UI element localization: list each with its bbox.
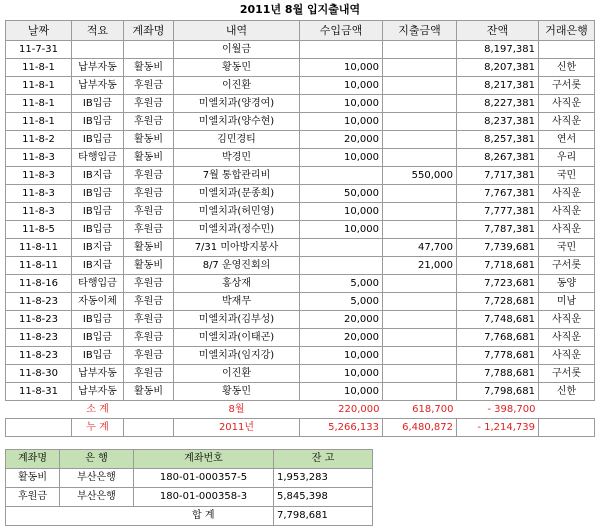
- cell-summary: IB지급: [72, 257, 124, 275]
- ledger-row: [6, 239, 595, 257]
- cell-bank: 신한: [539, 383, 595, 401]
- cell-income: [300, 41, 383, 59]
- cell-detail: 이월금: [174, 41, 300, 59]
- cell-bank: 사직운: [539, 329, 595, 347]
- cell-summary: 납부자동: [72, 77, 124, 95]
- cell-date: 11-8-3: [6, 203, 72, 221]
- ledger-row: [6, 329, 595, 347]
- cell-balance: 7,748,681: [457, 311, 539, 329]
- cell-date: 11-8-3: [6, 149, 72, 167]
- cell-summary: IB입금: [72, 329, 124, 347]
- cell-account: 활동비: [124, 239, 174, 257]
- cell-expense: [383, 293, 457, 311]
- subtotal-period: 8월: [174, 401, 300, 419]
- subtotal-balance: - 398,700: [457, 401, 539, 419]
- cell-date: 11-8-1: [6, 77, 72, 95]
- cell-balance: 7,767,381: [457, 185, 539, 203]
- ledger-row: [6, 131, 595, 149]
- cell-summary: 납부자동: [72, 59, 124, 77]
- cell-summary: IB입금: [72, 347, 124, 365]
- cell-expense: [383, 149, 457, 167]
- ledger-row: [6, 113, 595, 131]
- acct-header-balance: 잔 고: [274, 450, 373, 469]
- cell-date: 11-8-1: [6, 113, 72, 131]
- header-summary: 적요: [72, 21, 124, 41]
- cell-date: 11-8-11: [6, 257, 72, 275]
- cell-balance: 7,788,681: [457, 365, 539, 383]
- cell-summary: 타행입금: [72, 275, 124, 293]
- total-row: [6, 419, 595, 437]
- cell-balance: 8,217,381: [457, 77, 539, 95]
- subtotal-expense: 618,700: [383, 401, 457, 419]
- account-row: [6, 469, 373, 488]
- ledger-row: [6, 95, 595, 113]
- cell-summary: 자동이체: [72, 293, 124, 311]
- cell-bank: 구서롯: [539, 365, 595, 383]
- cell-bank: 국민: [539, 167, 595, 185]
- cell-date: 11-8-16: [6, 275, 72, 293]
- acct-cell-balance: 1,953,283: [274, 469, 373, 488]
- cell-balance: 7,778,681: [457, 347, 539, 365]
- cell-detail: 8/7 운영진회의: [174, 257, 300, 275]
- cell-account: 후원금: [124, 311, 174, 329]
- cell-detail: 홍상재: [174, 275, 300, 293]
- cell-expense: 21,000: [383, 257, 457, 275]
- cell-balance: 7,739,681: [457, 239, 539, 257]
- cell-bank: 구서롯: [539, 257, 595, 275]
- total-income: 5,266,133: [300, 419, 383, 437]
- cell-account: 활동비: [124, 131, 174, 149]
- cell-account: 후원금: [124, 203, 174, 221]
- cell-income: 20,000: [300, 329, 383, 347]
- cell-bank: 사직운: [539, 113, 595, 131]
- cell-income: 10,000: [300, 347, 383, 365]
- acct-cell-bank: 부산은행: [60, 488, 134, 507]
- cell-income: [300, 239, 383, 257]
- cell-balance: 8,257,381: [457, 131, 539, 149]
- cell-date: 11-8-2: [6, 131, 72, 149]
- acct-cell-name: 활동비: [6, 469, 60, 488]
- ledger-row: [6, 365, 595, 383]
- cell-balance: 8,207,381: [457, 59, 539, 77]
- acct-cell-number: 180-01-000357-5: [134, 469, 274, 488]
- cell-date: 11-8-3: [6, 185, 72, 203]
- cell-income: 10,000: [300, 383, 383, 401]
- page-title: 2011년 8월 입지출내역: [239, 3, 361, 16]
- cell-expense: [383, 77, 457, 95]
- cell-expense: [383, 383, 457, 401]
- total-balance: - 1,214,739: [457, 419, 539, 437]
- cell-date: 11-8-5: [6, 221, 72, 239]
- account-sum-value: 7,798,681: [274, 507, 373, 526]
- cell-expense: [383, 203, 457, 221]
- account-sum-row: [6, 507, 373, 526]
- cell-detail: 이진환: [174, 77, 300, 95]
- cell-balance: 7,718,681: [457, 257, 539, 275]
- cell-date: 11-8-1: [6, 95, 72, 113]
- cell-date: 11-8-30: [6, 365, 72, 383]
- ledger-table: [5, 20, 595, 437]
- cell-income: 10,000: [300, 59, 383, 77]
- cell-expense: [383, 185, 457, 203]
- cell-detail: 박재무: [174, 293, 300, 311]
- cell-detail: 미엘치과(이태곤): [174, 329, 300, 347]
- cell-summary: IB입금: [72, 131, 124, 149]
- cell-income: 5,000: [300, 293, 383, 311]
- cell-account: 후원금: [124, 95, 174, 113]
- cell-summary: IB입금: [72, 221, 124, 239]
- cell-detail: 미엘치과(양수현): [174, 113, 300, 131]
- cell-account: 후원금: [124, 329, 174, 347]
- cell-date: 11-7-31: [6, 41, 72, 59]
- cell-bank: 사직운: [539, 221, 595, 239]
- ledger-row: [6, 293, 595, 311]
- subtotal-label: 소 계: [72, 401, 124, 419]
- ledger-row: [6, 185, 595, 203]
- header-income: 수입금액: [300, 21, 383, 41]
- cell-expense: [383, 347, 457, 365]
- cell-detail: 미엘치과(정수민): [174, 221, 300, 239]
- account-row: [6, 488, 373, 507]
- cell-balance: 7,723,681: [457, 275, 539, 293]
- ledger-row: [6, 257, 595, 275]
- cell-summary: 납부자동: [72, 365, 124, 383]
- total-expense: 6,480,872: [383, 419, 457, 437]
- cell-bank: 연서: [539, 131, 595, 149]
- cell-bank: 구서롯: [539, 77, 595, 95]
- cell-detail: 김민경티: [174, 131, 300, 149]
- cell-income: 20,000: [300, 311, 383, 329]
- cell-income: [300, 167, 383, 185]
- acct-cell-number: 180-01-000358-3: [134, 488, 274, 507]
- ledger-row: [6, 347, 595, 365]
- cell-expense: [383, 365, 457, 383]
- cell-date: 11-8-23: [6, 311, 72, 329]
- cell-account: [124, 41, 174, 59]
- cell-summary: IB입금: [72, 113, 124, 131]
- cell-expense: [383, 221, 457, 239]
- cell-bank: 사직운: [539, 95, 595, 113]
- account-header-row: [6, 450, 373, 469]
- cell-account: 활동비: [124, 59, 174, 77]
- cell-bank: 우리: [539, 149, 595, 167]
- ledger-row: [6, 203, 595, 221]
- cell-income: 50,000: [300, 185, 383, 203]
- cell-balance: 8,237,381: [457, 113, 539, 131]
- cell-bank: 국민: [539, 239, 595, 257]
- acct-cell-bank: 부산은행: [60, 469, 134, 488]
- cell-balance: 7,777,381: [457, 203, 539, 221]
- cell-account: 후원금: [124, 275, 174, 293]
- cell-summary: 납부자동: [72, 383, 124, 401]
- total-label: 누 계: [72, 419, 124, 437]
- cell-detail: 미엘치과(허민영): [174, 203, 300, 221]
- cell-balance: 8,227,381: [457, 95, 539, 113]
- ledger-row: [6, 41, 595, 59]
- cell-income: 10,000: [300, 365, 383, 383]
- cell-detail: 황동민: [174, 59, 300, 77]
- cell-account: 후원금: [124, 77, 174, 95]
- cell-expense: [383, 329, 457, 347]
- cell-balance: 7,717,381: [457, 167, 539, 185]
- ledger-row: [6, 167, 595, 185]
- ledger-row: [6, 275, 595, 293]
- cell-balance: 7,787,381: [457, 221, 539, 239]
- cell-expense: [383, 41, 457, 59]
- acct-cell-name: 후원금: [6, 488, 60, 507]
- cell-account: 후원금: [124, 113, 174, 131]
- cell-date: 11-8-23: [6, 347, 72, 365]
- ledger-row: [6, 383, 595, 401]
- cell-detail: 미엘치과(문종희): [174, 185, 300, 203]
- cell-expense: 47,700: [383, 239, 457, 257]
- cell-date: 11-8-11: [6, 239, 72, 257]
- cell-bank: [539, 41, 595, 59]
- cell-bank: 동양: [539, 275, 595, 293]
- cell-account: 활동비: [124, 383, 174, 401]
- cell-expense: [383, 275, 457, 293]
- ledger-row: [6, 149, 595, 167]
- ledger-row: [6, 311, 595, 329]
- subtotal-row: [6, 401, 595, 419]
- cell-balance: 8,197,381: [457, 41, 539, 59]
- cell-balance: 8,267,381: [457, 149, 539, 167]
- cell-balance: 7,768,681: [457, 329, 539, 347]
- cell-expense: [383, 95, 457, 113]
- cell-date: 11-8-1: [6, 59, 72, 77]
- cell-summary: IB지급: [72, 239, 124, 257]
- cell-account: 활동비: [124, 149, 174, 167]
- cell-bank: 미남: [539, 293, 595, 311]
- cell-expense: [383, 113, 457, 131]
- cell-account: 후원금: [124, 221, 174, 239]
- cell-balance: 7,798,681: [457, 383, 539, 401]
- subtotal-income: 220,000: [300, 401, 383, 419]
- account-sum-label: 합 계: [134, 507, 274, 526]
- acct-cell-balance: 5,845,398: [274, 488, 373, 507]
- ledger-header-row: [6, 21, 595, 41]
- cell-date: 11-8-23: [6, 293, 72, 311]
- cell-detail: 황동민: [174, 383, 300, 401]
- cell-income: 5,000: [300, 275, 383, 293]
- cell-account: 후원금: [124, 185, 174, 203]
- cell-account: 후원금: [124, 347, 174, 365]
- cell-detail: 7월 통합관리비: [174, 167, 300, 185]
- header-date: 날짜: [6, 21, 72, 41]
- cell-income: 10,000: [300, 149, 383, 167]
- cell-detail: 미엘치과(임지강): [174, 347, 300, 365]
- cell-summary: 타행입금: [72, 149, 124, 167]
- cell-income: 10,000: [300, 221, 383, 239]
- cell-expense: [383, 311, 457, 329]
- header-bank: 거래은행: [539, 21, 595, 41]
- cell-expense: [383, 59, 457, 77]
- cell-summary: IB입금: [72, 203, 124, 221]
- acct-header-bank: 은 행: [60, 450, 134, 469]
- cell-date: 11-8-3: [6, 167, 72, 185]
- cell-detail: 박경민: [174, 149, 300, 167]
- header-balance: 잔액: [457, 21, 539, 41]
- cell-detail: 이진환: [174, 365, 300, 383]
- ledger-row: [6, 221, 595, 239]
- cell-detail: 미엘치과(양경여): [174, 95, 300, 113]
- cell-account: 활동비: [124, 257, 174, 275]
- cell-bank: 신한: [539, 59, 595, 77]
- cell-summary: IB입금: [72, 311, 124, 329]
- ledger-row: [6, 77, 595, 95]
- cell-bank: 사직운: [539, 185, 595, 203]
- cell-income: [300, 257, 383, 275]
- header-account: 계좌명: [124, 21, 174, 41]
- cell-detail: 7/31 미아방지봉사: [174, 239, 300, 257]
- cell-income: 20,000: [300, 131, 383, 149]
- cell-summary: IB지급: [72, 167, 124, 185]
- cell-account: 후원금: [124, 365, 174, 383]
- cell-balance: 7,728,681: [457, 293, 539, 311]
- cell-income: 10,000: [300, 203, 383, 221]
- cell-income: 10,000: [300, 95, 383, 113]
- cell-income: 10,000: [300, 113, 383, 131]
- cell-account: 후원금: [124, 293, 174, 311]
- cell-date: 11-8-31: [6, 383, 72, 401]
- acct-header-number: 계좌번호: [134, 450, 274, 469]
- cell-detail: 미엘치과(김부성): [174, 311, 300, 329]
- cell-bank: 사직운: [539, 203, 595, 221]
- cell-summary: IB입금: [72, 95, 124, 113]
- cell-summary: [72, 41, 124, 59]
- cell-expense: [383, 131, 457, 149]
- acct-header-name: 계좌명: [6, 450, 60, 469]
- cell-account: 후원금: [124, 167, 174, 185]
- cell-expense: 550,000: [383, 167, 457, 185]
- account-summary-table: [5, 449, 373, 526]
- total-period: 2011년: [174, 419, 300, 437]
- header-detail: 내역: [174, 21, 300, 41]
- ledger-row: [6, 59, 595, 77]
- cell-bank: 사직운: [539, 311, 595, 329]
- cell-bank: 사직운: [539, 347, 595, 365]
- header-expense: 지출금액: [383, 21, 457, 41]
- cell-income: 10,000: [300, 77, 383, 95]
- cell-summary: IB입금: [72, 185, 124, 203]
- cell-date: 11-8-23: [6, 329, 72, 347]
